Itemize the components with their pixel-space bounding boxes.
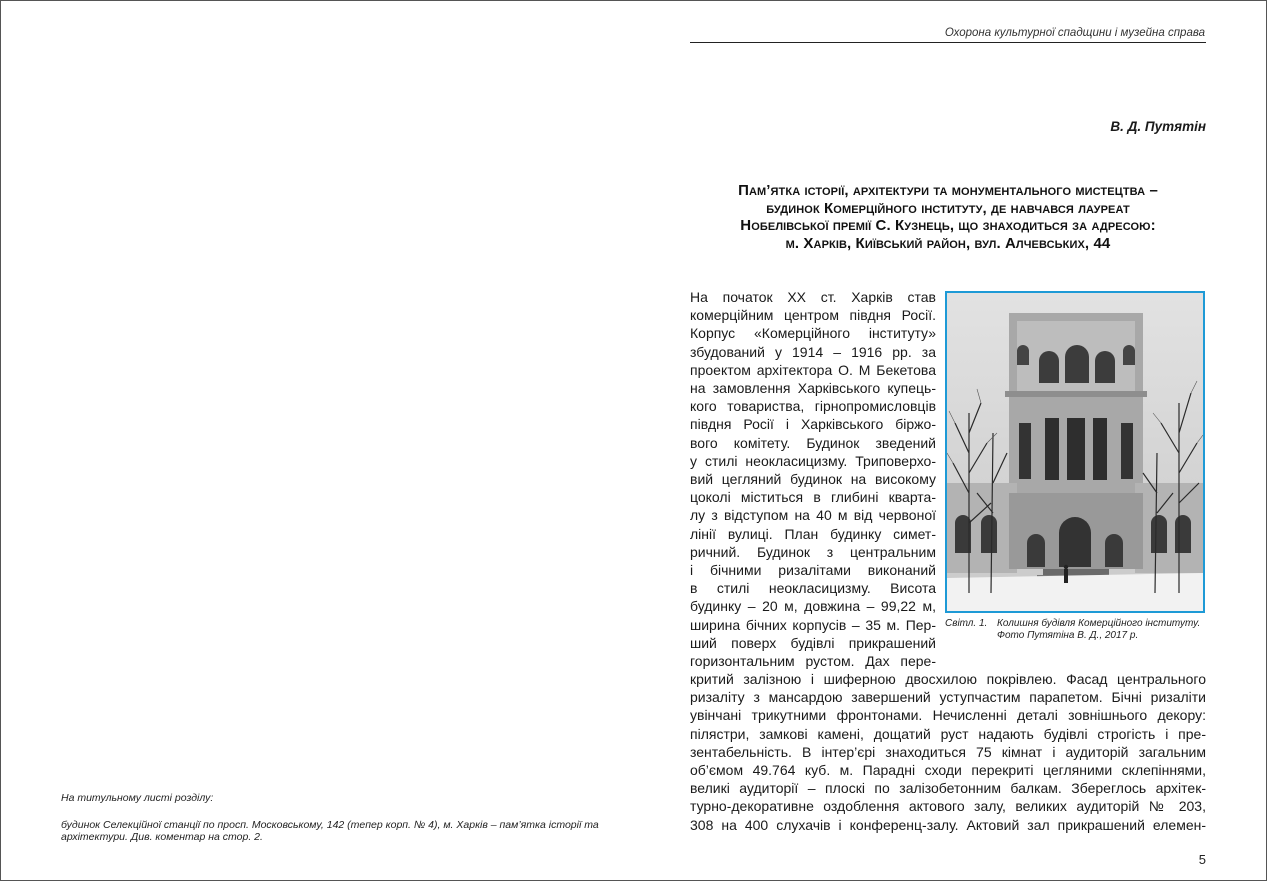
text-line: Корпус «Комерційного інституту»	[690, 325, 936, 342]
text-line: комерційним центром півдня Росії.	[690, 307, 936, 324]
text-line: у стилі неокласицизму. Триповерхо-	[690, 452, 936, 469]
running-head: Охорона культурної спадщини і музейна справа	[944, 27, 1205, 39]
figure-caption-text: Колишня будівля Комерційного інституту. Фото Путятіна В. Д., 2017 р.	[997, 618, 1201, 641]
text-line: критий залізною і шиферною двосхилою покрівлею. Фасад центрального	[690, 671, 1206, 687]
text-line: вий цегляний будинок на високому	[690, 471, 936, 488]
text-line: ризаліту з мансардою завершений уступчастим парапетом. Бічні ризаліти	[690, 689, 1206, 706]
text-line: зентабельність. В інтер’єрі знаходиться 75 кімнат і аудиторій загальним	[690, 743, 1206, 760]
text-line: об’ємом 49.764 куб. м. Парадні сходи перекриті цегляними склепіннями,	[690, 762, 1206, 779]
body-text-narrow	[690, 288, 936, 670]
title-line: м. Харків, Київський район, вул. Алчевських, 44	[785, 234, 1111, 252]
article-title	[690, 182, 1206, 252]
text-line: будинку – 20 м, довжина – 99,22 м,	[690, 598, 936, 615]
text-line: увінчані трикутними фронтонами. Нечисленні деталі зовнішнього декору:	[690, 707, 1206, 724]
author-name: В. Д. Путятін	[1110, 119, 1206, 134]
text-line: 308 на 400 слухачів і конференц-залу. Актовий зал прикрашений елемен-	[690, 816, 1206, 833]
text-line: цоколі міститься в глибині кварта-	[690, 489, 936, 506]
text-line: турно-декоративне оздоблення актового залу, великих аудиторій № 203,	[690, 798, 1206, 815]
title-line: Пам’ятка історії, архітектури та монументального мистецтва –	[738, 182, 1158, 199]
text-line: ширина бічних корпусів – 35 м. Пер-	[690, 616, 936, 633]
text-line: і бічними ризалітами виконаний	[690, 562, 936, 579]
text-line: пілястри, замкові камені, дощатий руст надають будівлі строгість і пре-	[690, 725, 1206, 742]
text-line: лу з відступом на 40 м від червоної	[690, 507, 936, 524]
text-line: горизонтальним рустом. Дах пере-	[690, 653, 936, 670]
text-line: великі аудиторії – плоскі по залізобетонним балкам. Збереглось архітек-	[690, 780, 1206, 797]
text-line: півдня Росії і Харківського біржо-	[690, 416, 936, 433]
text-line: лінії вулиці. План будинку симет-	[690, 525, 936, 542]
text-line: вого комітету. Будинок зведений	[690, 434, 936, 451]
building-photo-illustration	[947, 293, 1203, 611]
building-photo	[945, 291, 1205, 613]
text-line: кого товариства, гірнопромисловців	[690, 398, 936, 415]
text-line: ричний. Будинок з центральним	[690, 543, 936, 560]
page-number: 5	[1198, 852, 1206, 867]
note-heading: На титульному листі розділу:	[61, 792, 214, 804]
text-line: збудований у 1914 – 1916 рр. за	[690, 343, 936, 360]
figure-label: Світл. 1.	[945, 618, 988, 629]
text-line: ший поверх будівлі прикрашений	[690, 634, 936, 651]
header-rule	[690, 42, 1206, 43]
note-text: будинок Селекційної станції по просп. Московському, 142 (тепер корп. № 4), м. Харків – пам’ятка історії та архітектури. Див. коментар на стор. 2.	[61, 818, 599, 843]
text-line: проектом архітектора О. М Бекетова	[690, 361, 936, 378]
title-line: будинок Комерційного інституту, де навчався лауреат	[766, 199, 1130, 217]
title-line: Нобелівської премії С. Кузнець, що знаходиться за адресою:	[740, 217, 1156, 234]
text-line: в стилі неокласицизму. Висота	[690, 580, 936, 597]
body-text-wide	[690, 670, 1206, 834]
title-page-note	[61, 792, 621, 844]
text-line: на замовлення Харківського купець-	[690, 380, 936, 397]
text-line: На початок XX ст. Харків став	[690, 289, 936, 305]
